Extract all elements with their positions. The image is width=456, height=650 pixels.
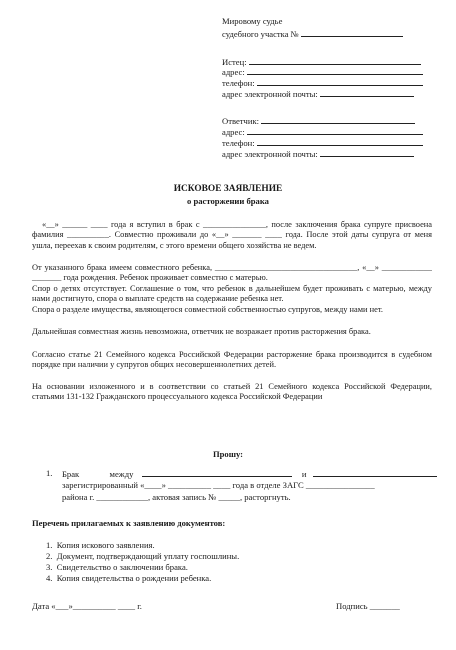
body-paragraph-7: На основании изложенного и в соответствии со статьей 21 Семейного кодекса Российской Федерации, статьями 131-132 Гражданского процессуального кодекса Российской Федерации <box>32 382 432 402</box>
body-paragraph-6: Согласно статье 21 Семейного кодекса Российской Федерации расторжение брака производится в судебном порядке при наличии у супругов общих несовершеннолетних детей. <box>32 350 432 370</box>
request-heading: Прошу: <box>212 449 244 459</box>
body-paragraph-4: Спора о разделе имущества, являющегося совместной собственностью супругов, между нами нет. <box>32 305 383 314</box>
document-subtitle: о расторжении брака <box>187 196 269 206</box>
list-item: 2. Документ, подтверждающий уплату госпошлины. <box>46 551 240 561</box>
request-line-1: Брак между и <box>62 468 437 480</box>
body-paragraph-2: От указанного брака имеем совместного ребенка, __________________________________, «__» ____________ _______ года рождения. Ребенок проживает совместно с матерью. <box>32 263 432 283</box>
request-item-number: 1. <box>46 468 53 478</box>
defendant-email: адрес электронной почты: <box>222 148 414 160</box>
list-item: 4. Копия свидетельства о рождении ребенка. <box>46 573 212 583</box>
plaintiff-label: Истец: <box>222 56 421 68</box>
signature-line: Подпись _______ <box>336 601 400 611</box>
document-title: ИСКОВОЕ ЗАЯВЛЕНИЕ <box>173 184 283 194</box>
defendant-label: Ответчик: <box>222 115 415 127</box>
list-item: 1. Копия искового заявления. <box>46 540 155 550</box>
plaintiff-email: адрес электронной почты: <box>222 88 414 100</box>
list-item: 3. Свидетельство о заключении брака. <box>46 562 188 572</box>
to-judge: Мировому судье <box>222 16 283 26</box>
defendant-phone: телефон: <box>222 137 423 149</box>
request-line-3: района г. ____________, актовая запись № _____, расторгнуть. <box>62 492 291 502</box>
documents-heading: Перечень прилагаемых к заявлению документов: <box>32 518 226 528</box>
body-paragraph-5: Дальнейшая совместная жизнь невозможна, ответчик не возражает против расторжения брака. <box>32 327 371 336</box>
defendant-address: адрес: <box>222 126 423 138</box>
plaintiff-address: адрес: <box>222 66 423 78</box>
body-paragraph-1: «__» ______ ____ года я вступил в брак с _______________, после заключения брака супруге присвоена фамилия __________. Совместно проживали до «__» _______ ____ года. После этой даты супруга от меня ушла, переехав к своим родителям, с этого времени общего хозяйства не ведем. <box>32 220 432 250</box>
body-paragraph-3: Спор о детях отсутствует. Соглашение о том, что ребенок в дальнейшем будет проживать с матерью, между нами достигнуто, спора о выплате средств на содержание ребенка нет. <box>32 284 432 304</box>
plaintiff-phone: телефон: <box>222 77 423 89</box>
court-district: судебного участка № <box>222 28 403 40</box>
date-line: Дата «___»__________ ____ г. <box>32 601 142 611</box>
request-line-2: зарегистрированный «____» __________ ____ года в отделе ЗАГС ________________ <box>62 480 375 490</box>
